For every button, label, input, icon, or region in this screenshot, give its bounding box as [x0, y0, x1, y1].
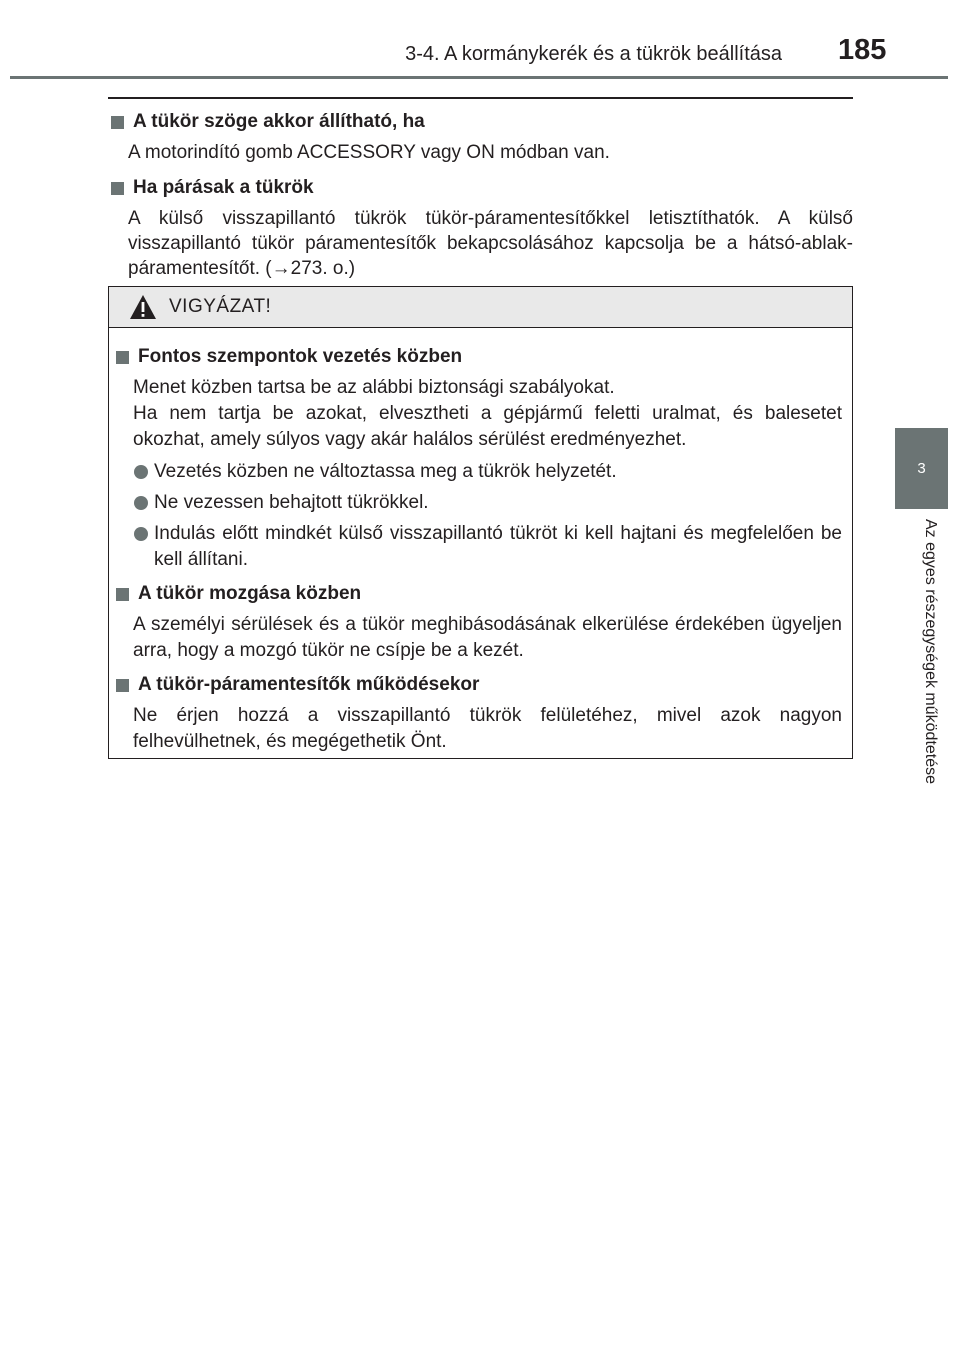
round-bullet-icon — [134, 527, 148, 541]
warning-section-title — [113, 673, 842, 697]
square-bullet-icon — [111, 182, 124, 195]
square-bullet-icon — [111, 116, 124, 129]
warning-section-title-text: A tükör-páramentesítők működésekor — [138, 674, 480, 695]
section-foggy-mirrors — [108, 176, 853, 281]
warning-text-line: Menet közben tartsa be az alábbi biztonsági szabályokat. — [133, 377, 615, 398]
warning-section-mirror-moving — [113, 582, 842, 664]
list-item-text: Ne vezessen behajtott tükrökkel. — [154, 492, 429, 513]
chapter-number: 3 — [917, 460, 926, 477]
section-mirror-angle — [108, 110, 853, 165]
square-bullet-icon — [116, 351, 129, 364]
list-item — [133, 490, 842, 516]
page-number: 185 — [838, 34, 887, 66]
main-content — [108, 97, 853, 281]
section-title-text: A tükör szöge akkor állítható, ha — [133, 111, 425, 132]
warning-text-line: Ha nem tartja be azokat, elvesztheti a gépjármű feletti uralmat, és balesetet okozhat, amely súlyos vagy akár halálos sérülést eredményezhet. — [133, 403, 842, 450]
section-divider — [108, 97, 853, 99]
section-body: A motorindító gomb ACCESSORY vagy ON módban van. — [128, 142, 610, 163]
warning-section-text: A személyi sérülések és a tükör meghibásodásának elkerülése érdekében ügyeljen arra, hogy a mozgó tükör ne csípje be a kezét. — [133, 614, 842, 661]
warning-section-title-text: A tükör mozgása közben — [138, 583, 362, 604]
section-body: A külső visszapillantó tükrök tükör-páramentesítőkkel letisztíthatók. A külső visszapillantó tükör páramentesítők bekapcsolásához kapcsolja be a hátsó-ablak-páramentesítőt. (→273. o.) — [128, 208, 853, 279]
chapter-label: Az egyes részegységek működtetése — [922, 519, 939, 785]
section-title-text: Ha párásak a tükrök — [133, 177, 314, 198]
section-title — [108, 176, 853, 200]
warning-body — [109, 328, 852, 755]
square-bullet-icon — [116, 679, 129, 692]
section-title — [108, 110, 853, 134]
warning-bullet-list — [113, 459, 842, 573]
chapter-tab — [895, 428, 948, 509]
warning-section-driving — [113, 345, 842, 573]
warning-box — [108, 286, 853, 759]
square-bullet-icon — [116, 588, 129, 601]
list-item — [133, 521, 842, 573]
list-item — [133, 459, 842, 485]
warning-section-text: Ne érjen hozzá a visszapillantó tükrök felületéhez, mivel azok nagyon felhevülhetnek, és megégethetik Önt. — [133, 705, 842, 752]
warning-section-defogger — [113, 673, 842, 755]
round-bullet-icon — [134, 496, 148, 510]
round-bullet-icon — [134, 465, 148, 479]
warning-section-title — [113, 345, 842, 369]
list-item-text: Vezetés közben ne változtassa meg a tükrök helyzetét. — [154, 461, 617, 482]
list-item-text: Indulás előtt mindkét külső visszapillantó tükröt ki kell hajtani és megfelelően be kell állítani. — [154, 523, 842, 570]
header-rule — [10, 76, 948, 79]
warning-triangle-icon — [129, 294, 157, 320]
warning-header — [109, 287, 852, 328]
warning-label: VIGYÁZAT! — [169, 296, 272, 317]
warning-section-title-text: Fontos szempontok vezetés közben — [138, 346, 463, 367]
warning-section-title — [113, 582, 842, 606]
warning-section-text — [113, 375, 842, 453]
header-title: 3-4. A kormánykerék és a tükrök beállítása — [405, 43, 782, 65]
